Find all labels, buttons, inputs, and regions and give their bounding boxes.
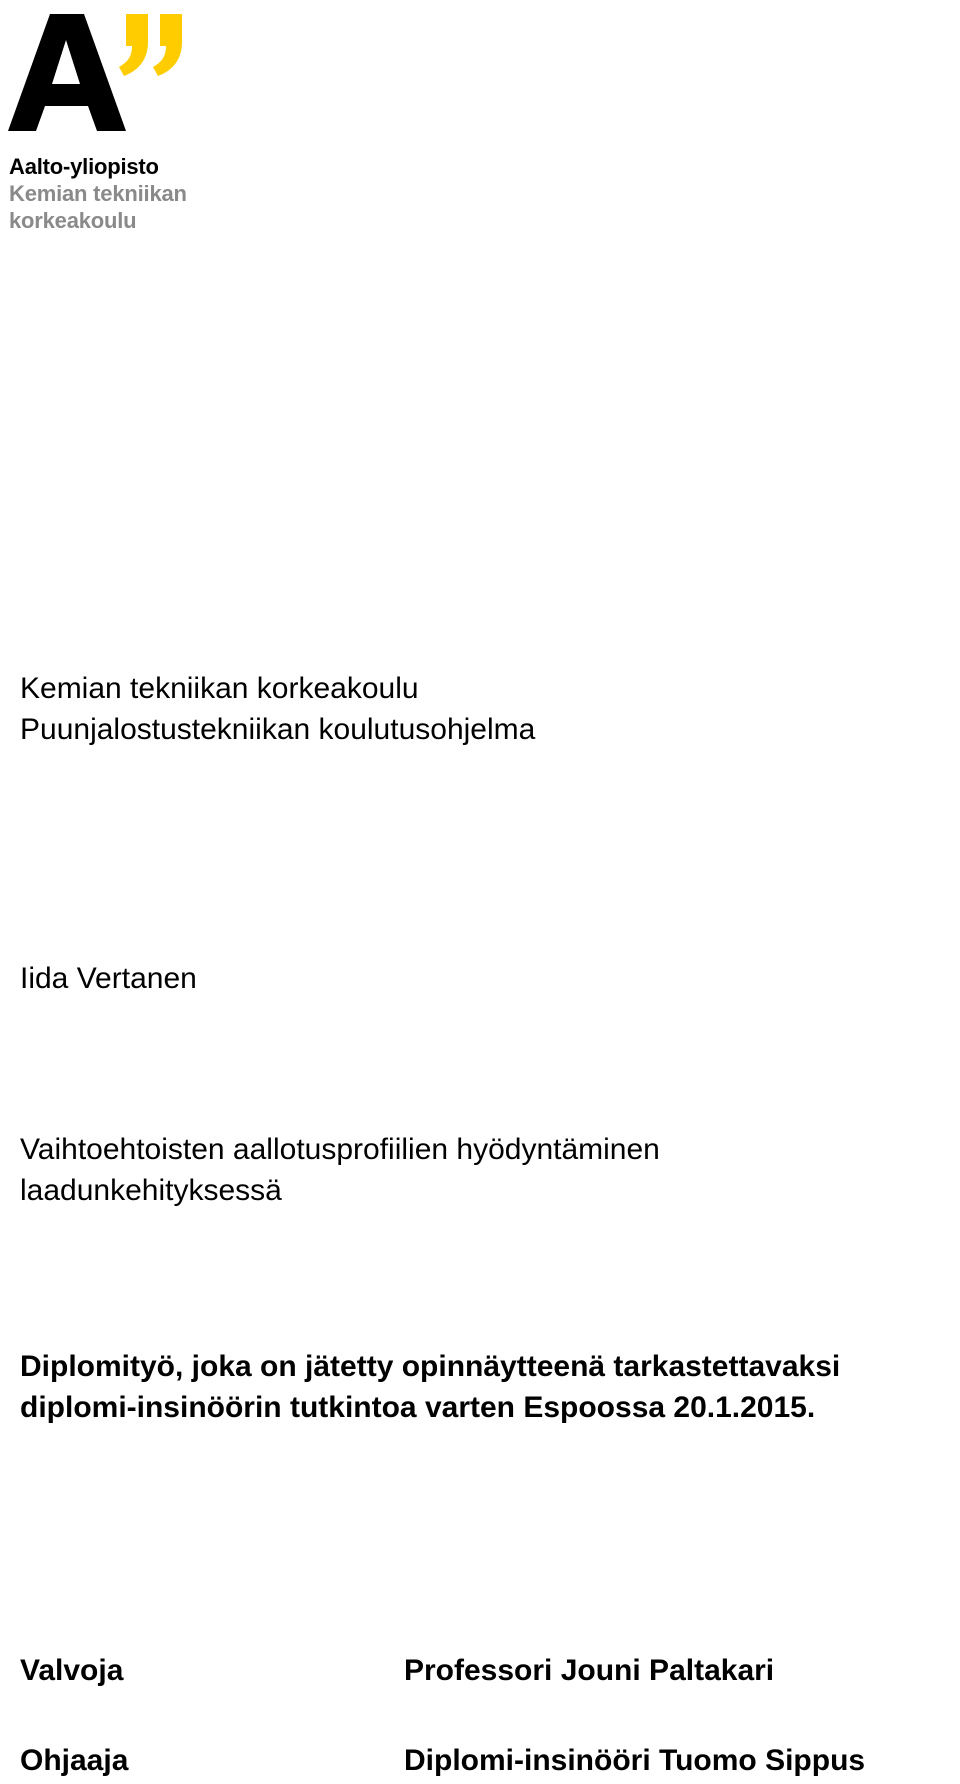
school-name: Kemian tekniikan korkeakoulu (20, 672, 419, 705)
degree-programme: Puunjalostustekniikan koulutusohjelma (20, 713, 536, 746)
aalto-logo-mark-icon (8, 14, 190, 132)
thesis-title-line2: laadunkehityksessä (20, 1174, 282, 1207)
thesis-description-line1: Diplomityö, joka on jätetty opinnäytteenä tarkastettavaksi (20, 1350, 841, 1383)
thesis-title-line1: Vaihtoehtoisten aallotusprofiilien hyödyntäminen (20, 1133, 660, 1166)
supervisor-name: Professori Jouni Paltakari (404, 1654, 775, 1687)
university-name: Aalto-yliopisto (9, 154, 159, 179)
advisor-name: Diplomi-insinööri Tuomo Sippus (404, 1744, 866, 1777)
supervisor-label: Valvoja (20, 1654, 124, 1687)
school-name-line2: korkeakoulu (9, 208, 137, 233)
thesis-description (20, 1346, 955, 1428)
school-name-line1: Kemian tekniikan (9, 181, 187, 206)
thesis-title (20, 1129, 660, 1211)
author-name: Iida Vertanen (20, 962, 197, 995)
aalto-logo (8, 14, 190, 132)
thesis-description-line2: diplomi-insinöörin tutkintoa varten Espoossa 20.1.2015. (20, 1391, 816, 1424)
faculty-block (20, 668, 535, 750)
aalto-logo-text (9, 153, 187, 234)
advisor-label: Ohjaaja (20, 1744, 129, 1777)
